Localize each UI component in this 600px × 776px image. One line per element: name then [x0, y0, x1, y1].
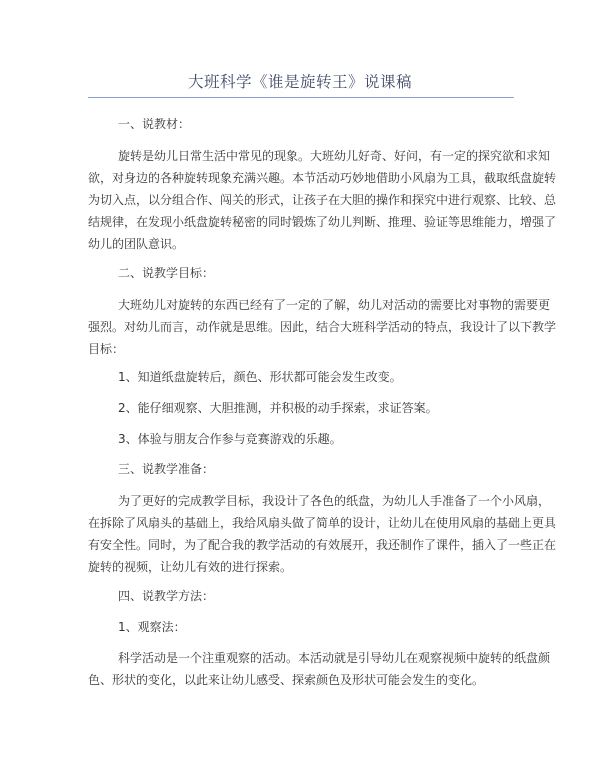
- paragraph-line: 结规律，在发现小纸盘旋转秘密的同时锻炼了幼儿判断、推理、验证等思维能力，增强了: [88, 215, 557, 229]
- title-underline: [88, 97, 514, 98]
- paragraph-line: 大班幼儿对旋转的东西已经有了一定的了解，幼儿对活动的需要比对事物的需要更: [118, 298, 551, 312]
- paragraph-line: 有安全性。同时，为了配合我的教学活动的有效展开，我还制作了课件，插入了一些正在: [88, 538, 557, 552]
- list-item: 2、能仔细观察、大胆推测，并积极的动手探索，求证答案。: [118, 401, 438, 415]
- paragraph-line: 幼儿的团队意识。: [88, 237, 185, 251]
- section-heading-1: 一、说教材：: [118, 117, 191, 131]
- document-title: 大班科学《谁是旋转王》说课稿: [187, 73, 412, 91]
- section-heading-3: 三、说教学准备：: [118, 462, 215, 476]
- paragraph-line: 旋转是幼儿日常生活中常见的现象。大班幼儿好奇、好问，有一定的探究欲和求知: [118, 149, 551, 163]
- paragraph-line: 目标：: [88, 342, 125, 356]
- section-heading-4: 四、说教学方法：: [118, 589, 215, 603]
- section-heading-2: 二、说教学目标：: [118, 266, 215, 280]
- paragraph-line: 为切入点，以分组合作、闯关的形式，让孩子在大胆的操作和探究中进行观察、比较、总: [88, 193, 557, 207]
- paragraph-line: 旋转的视频，让幼儿有效的进行探索。: [88, 560, 293, 574]
- list-item: 1、观察法：: [118, 620, 186, 634]
- paragraph-line: 在拆除了风扇头的基础上，我给风扇头做了简单的设计，让幼儿在使用风扇的基础上更具: [88, 516, 557, 530]
- paragraph-line: 强烈。对幼儿而言，动作就是思维。因此，结合大班科学活动的特点，我设计了以下教学: [88, 320, 557, 334]
- list-item: 1、知道纸盘旋转后，颜色、形状都可能会发生改变。: [118, 370, 402, 384]
- list-item: 3、体验与朋友合作参与竞赛游戏的乐趣。: [118, 432, 342, 446]
- paragraph-line: 科学活动是一个注重观察的活动。本活动就是引导幼儿在观察视频中旋转的纸盘颜: [118, 651, 551, 665]
- paragraph-line: 欲，对身边的各种旋转现象充满兴趣。本节活动巧妙地借助小风扇为工具，截取纸盘旋转: [88, 171, 557, 185]
- paragraph-line: 为了更好的完成教学目标，我设计了各色的纸盘，为幼儿人手准备了一个小风扇，: [118, 494, 551, 508]
- paragraph-line: 色、形状的变化，以此来让幼儿感受、探索颜色及形状可能会发生的变化。: [88, 673, 485, 687]
